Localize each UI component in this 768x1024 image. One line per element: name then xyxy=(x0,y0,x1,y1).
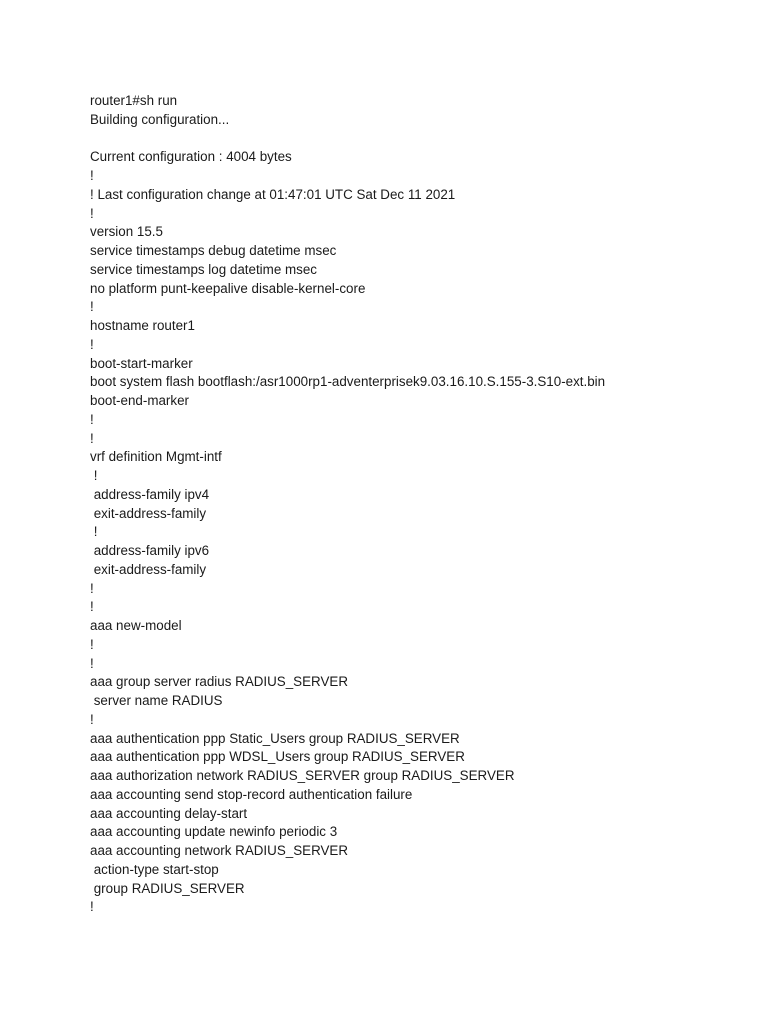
config-line: exit-address-family xyxy=(90,561,207,577)
config-line: hostname router1 xyxy=(90,318,195,333)
config-line: ! xyxy=(90,636,94,652)
config-line: service timestamps debug datetime msec xyxy=(90,243,337,258)
config-line: Current configuration : 4004 bytes xyxy=(90,149,292,165)
config-line: aaa accounting update newinfo periodic 3 xyxy=(90,824,338,840)
config-line: boot-end-marker xyxy=(90,393,189,408)
config-line: aaa authentication ppp Static_Users group RADIUS_SERVER xyxy=(90,730,460,746)
config-line: router1#sh run xyxy=(90,93,178,108)
config-line: aaa accounting network RADIUS_SERVER xyxy=(90,843,349,858)
config-line: action-type start-stop xyxy=(90,861,219,877)
config-line: group RADIUS_SERVER xyxy=(90,880,245,896)
config-line: aaa new-model xyxy=(90,618,182,633)
config-line: address-family ipv6 xyxy=(90,543,210,558)
config-line: ! xyxy=(90,336,94,352)
running-config-text xyxy=(90,92,750,917)
config-line: ! xyxy=(90,899,94,915)
config-line: ! xyxy=(90,599,94,615)
config-line: ! xyxy=(90,655,94,671)
config-line: server name RADIUS xyxy=(90,693,223,708)
config-line: Building configuration... xyxy=(90,111,230,127)
config-line: ! xyxy=(90,711,94,727)
config-line: aaa authorization network RADIUS_SERVER group RADIUS_SERVER xyxy=(90,768,515,783)
config-line: aaa group server radius RADIUS_SERVER xyxy=(90,674,349,690)
config-line xyxy=(90,130,750,149)
config-line: ! xyxy=(90,299,94,315)
config-line: exit-address-family xyxy=(90,505,207,521)
config-line: aaa accounting send stop-record authentication failure xyxy=(90,786,413,802)
config-line: aaa accounting delay-start xyxy=(90,805,248,821)
config-line: boot-start-marker xyxy=(90,355,193,371)
config-line: no platform punt-keepalive disable-kernel-core xyxy=(90,280,366,296)
config-line: vrf definition Mgmt-intf xyxy=(90,449,222,465)
config-line: boot system flash bootflash:/asr1000rp1-adventerprisek9.03.16.10.S.155-3.S10-ext.bin xyxy=(90,374,606,390)
config-line: ! xyxy=(90,168,94,183)
config-line: ! Last configuration change at 01:47:01 UTC Sat Dec 11 2021 xyxy=(90,186,456,202)
config-line: ! xyxy=(90,430,94,446)
config-line: aaa authentication ppp WDSL_Users group RADIUS_SERVER xyxy=(90,749,465,765)
config-line: service timestamps log datetime msec xyxy=(90,261,317,277)
config-line: ! xyxy=(90,205,94,221)
config-line: ! xyxy=(90,468,98,483)
config-line: ! xyxy=(90,411,94,427)
config-line: ! xyxy=(90,580,94,596)
config-line: address-family ipv4 xyxy=(90,486,210,502)
config-line: ! xyxy=(90,524,98,540)
config-line: version 15.5 xyxy=(90,224,163,240)
